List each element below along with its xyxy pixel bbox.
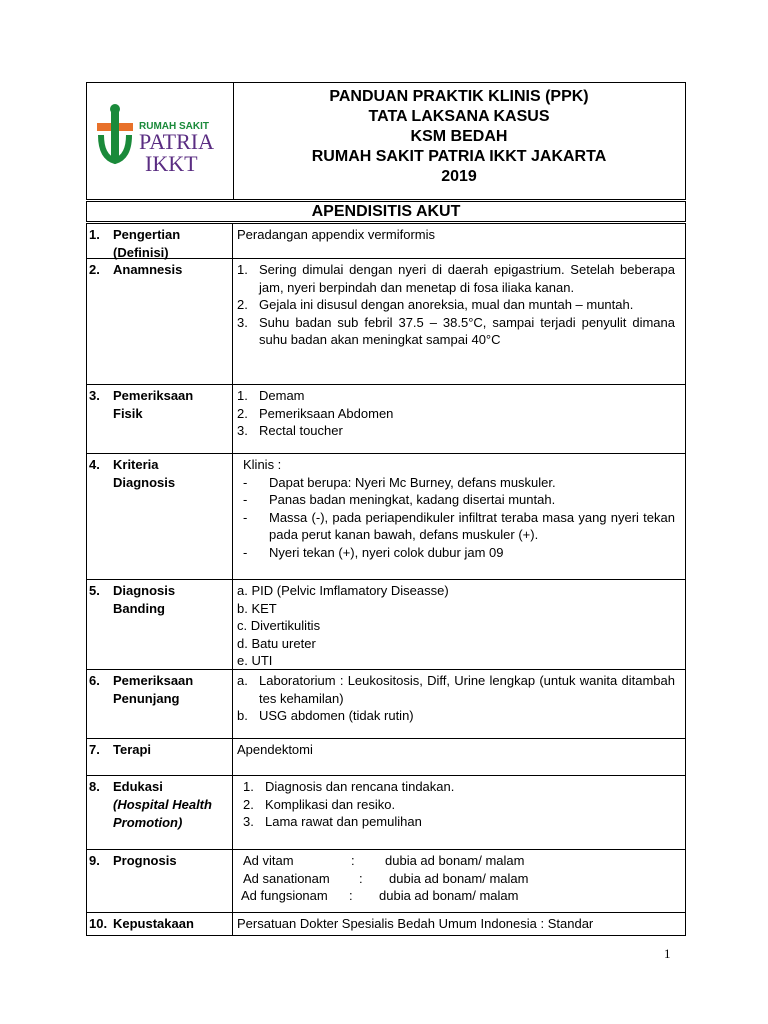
row-number: 9. xyxy=(89,853,100,868)
document-header xyxy=(86,82,686,200)
row-content xyxy=(233,224,685,244)
row-content xyxy=(233,670,685,725)
list-item xyxy=(237,544,675,562)
list-marker: 2. xyxy=(237,405,248,421)
row-label-text xyxy=(113,261,225,279)
row-label-line: Prognosis xyxy=(113,853,177,868)
row-label-line: Edukasi xyxy=(113,779,163,794)
row-label xyxy=(87,776,233,849)
row-label-text xyxy=(113,226,225,262)
row-label-line: (Hospital Health xyxy=(113,797,212,812)
prognosis-line xyxy=(237,852,675,870)
row-number: 6. xyxy=(89,673,100,688)
list-marker: a. xyxy=(237,673,248,688)
list-text: b. KET xyxy=(237,600,277,616)
prognosis-sep: : xyxy=(359,870,363,886)
row-content xyxy=(233,385,685,440)
row-label xyxy=(87,385,233,453)
list-text: Diagnosis dan rencana tindakan. xyxy=(265,779,455,794)
row-label-line: Terapi xyxy=(113,742,152,757)
list-item xyxy=(237,405,675,423)
list-marker: - xyxy=(243,544,248,560)
row-label-text xyxy=(113,582,225,618)
row-number: 3. xyxy=(89,388,100,403)
table-row xyxy=(87,453,685,579)
prognosis-sep: : xyxy=(349,888,353,903)
list-text: USG abdomen (tidak rutin) xyxy=(259,708,414,723)
list-item xyxy=(237,509,675,544)
list-text: Massa (-), pada periapendikuler infiltrat teraba masa yang nyeri tekan pada perut kanan bawah, defans muskuler (+). xyxy=(269,509,675,542)
list-text: Komplikasi dan resiko. xyxy=(265,796,396,812)
prognosis-value: dubia ad bonam/ malam xyxy=(385,853,525,868)
list-marker: - xyxy=(243,509,248,525)
list-text: e. UTI xyxy=(237,653,273,668)
list-item xyxy=(237,296,675,314)
list-text: c. Divertikulitis xyxy=(237,618,321,633)
row-number: 8. xyxy=(89,779,100,794)
list-marker: 2. xyxy=(237,297,248,312)
hospital-logo xyxy=(87,83,233,199)
table-row xyxy=(87,775,685,849)
list-item xyxy=(237,600,675,618)
row-text: Persatuan Dokter Spesialis Bedah Umum Indonesia : Standar xyxy=(237,916,594,931)
list-text: Rectal toucher xyxy=(259,423,343,438)
list-marker: 1. xyxy=(237,262,248,277)
svg-text:IKKT: IKKT xyxy=(145,151,198,176)
list-marker: - xyxy=(243,474,248,490)
list-item xyxy=(237,707,675,725)
list-marker: 3. xyxy=(237,423,248,438)
list-text: d. Batu ureter xyxy=(237,635,316,651)
title-line: KSM BEDAH xyxy=(410,128,508,145)
row-content xyxy=(233,739,685,759)
table-row xyxy=(87,579,685,669)
row-label xyxy=(87,670,233,738)
row-label xyxy=(87,739,233,775)
list-item xyxy=(237,261,675,296)
row-content xyxy=(233,913,685,933)
list-text: Demam xyxy=(259,388,305,403)
list-item xyxy=(237,582,675,600)
row-label-line: Fisik xyxy=(113,406,143,421)
list-item xyxy=(237,617,675,635)
prognosis-line xyxy=(237,887,675,905)
row-label-line: Penunjang xyxy=(113,691,180,706)
table-row xyxy=(87,384,685,453)
row-label xyxy=(87,224,233,258)
row-text: Peradangan appendix vermiformis xyxy=(237,227,435,242)
row-label-line: Anamnesis xyxy=(113,262,183,277)
list-item xyxy=(237,422,675,440)
prognosis-value: dubia ad bonam/ malam xyxy=(389,870,529,886)
list-text: Laboratorium : Leukositosis, Diff, Urine lengkap (untuk wanita ditambah tes kehamilan) xyxy=(259,673,675,706)
row-label xyxy=(87,454,233,579)
row-label-text xyxy=(113,387,225,423)
row-number: 1. xyxy=(89,227,100,242)
logo-cell xyxy=(87,83,234,199)
table-row xyxy=(87,738,685,775)
row-label-text xyxy=(113,456,225,492)
list-text: Nyeri tekan (+), nyeri colok dubur jam 09 xyxy=(269,544,504,560)
row-label-text xyxy=(113,915,225,933)
row-number: 4. xyxy=(89,457,100,472)
row-label-line: Diagnosis xyxy=(113,583,176,598)
list-item xyxy=(237,635,675,653)
row-intro: Klinis : xyxy=(243,457,282,472)
disease-title: APENDISITIS AKUT xyxy=(86,201,686,222)
row-label-line: (Definisi) xyxy=(113,245,169,260)
row-text: Apendektomi xyxy=(237,742,313,757)
list-item xyxy=(237,474,675,492)
list-text: Panas badan meningkat, kadang disertai muntah. xyxy=(269,492,556,507)
title-line: 2019 xyxy=(441,168,477,185)
title-line: PANDUAN PRAKTIK KLINIS (PPK) xyxy=(329,88,589,105)
row-content xyxy=(233,454,685,561)
prognosis-key: Ad fungsionam xyxy=(241,888,328,903)
row-label xyxy=(87,259,233,384)
row-label xyxy=(87,580,233,669)
list-item xyxy=(237,796,675,814)
row-label xyxy=(87,850,233,912)
row-number: 7. xyxy=(89,742,100,757)
prognosis-line xyxy=(237,870,675,888)
row-label-line: Kriteria xyxy=(113,457,159,472)
row-content xyxy=(233,580,685,670)
prognosis-value: dubia ad bonam/ malam xyxy=(379,888,519,903)
list-item xyxy=(237,314,675,349)
list-text: Pemeriksaan Abdomen xyxy=(259,405,394,421)
list-marker: - xyxy=(243,492,248,507)
prognosis-key: Ad vitam xyxy=(243,853,294,868)
prognosis-sep: : xyxy=(351,853,355,868)
list-text: Gejala ini disusul dengan anoreksia, mual dan muntah – muntah. xyxy=(259,297,634,312)
page-number: 1 xyxy=(664,946,671,961)
row-number: 2. xyxy=(89,262,100,277)
row-number: 5. xyxy=(89,583,100,598)
prognosis-key: Ad sanationam xyxy=(243,870,330,886)
list-text: Lama rawat dan pemulihan xyxy=(265,814,422,829)
list-item xyxy=(237,387,675,405)
list-text: a. PID (Pelvic Imflamatory Diseasse) xyxy=(237,583,449,598)
row-label-line: Banding xyxy=(113,601,165,616)
svg-text:RUMAH SAKIT: RUMAH SAKIT xyxy=(139,121,209,132)
row-label-text xyxy=(113,778,225,832)
table-row xyxy=(87,669,685,738)
list-marker: 3. xyxy=(237,314,248,330)
list-text: Dapat berupa: Nyeri Mc Burney, defans muskuler. xyxy=(269,474,556,490)
list-item xyxy=(237,652,675,670)
row-label-line: Promotion) xyxy=(113,815,183,830)
row-label-line: Diagnosis xyxy=(113,475,176,490)
row-number: 10. xyxy=(89,916,108,931)
row-label-line: Pemeriksaan xyxy=(113,673,194,688)
list-marker: 1. xyxy=(237,388,248,403)
table-row xyxy=(87,912,685,935)
list-text: Suhu badan sub febril 37.5 – 38.5°C, sampai terjadi penyulit dimana suhu badan akan meningkat sampai 40°C xyxy=(259,314,675,347)
header-title xyxy=(233,83,685,199)
title-line: RUMAH SAKIT PATRIA IKKT JAKARTA xyxy=(311,148,607,165)
list-marker: 1. xyxy=(243,779,254,794)
row-content xyxy=(233,776,685,831)
ppk-table xyxy=(86,223,686,936)
row-label-line: Pemeriksaan xyxy=(113,388,194,403)
list-item xyxy=(237,778,675,796)
list-text: Sering dimulai dengan nyeri di daerah epigastrium. Setelah beberapa jam, nyeri berpindah dan menetap di fosa iliaka kanan. xyxy=(259,262,675,295)
list-item xyxy=(237,813,675,831)
list-marker: b. xyxy=(237,708,248,723)
table-row xyxy=(87,258,685,384)
row-label-text xyxy=(113,741,225,759)
row-label-text xyxy=(113,852,225,870)
list-marker: 3. xyxy=(243,814,254,829)
title-line: TATA LAKSANA KASUS xyxy=(368,108,550,125)
list-item xyxy=(237,672,675,707)
list-marker: 2. xyxy=(243,796,254,812)
row-label-line: Kepustakaan xyxy=(113,916,194,931)
row-label-text xyxy=(113,672,225,708)
row-label-line: Pengertian xyxy=(113,227,181,242)
list-item xyxy=(237,491,675,509)
row-content xyxy=(233,259,685,349)
table-row xyxy=(87,224,685,258)
row-label xyxy=(87,913,233,935)
table-row xyxy=(87,849,685,912)
row-content xyxy=(233,850,685,905)
svg-text:PATRIA: PATRIA xyxy=(139,129,214,154)
